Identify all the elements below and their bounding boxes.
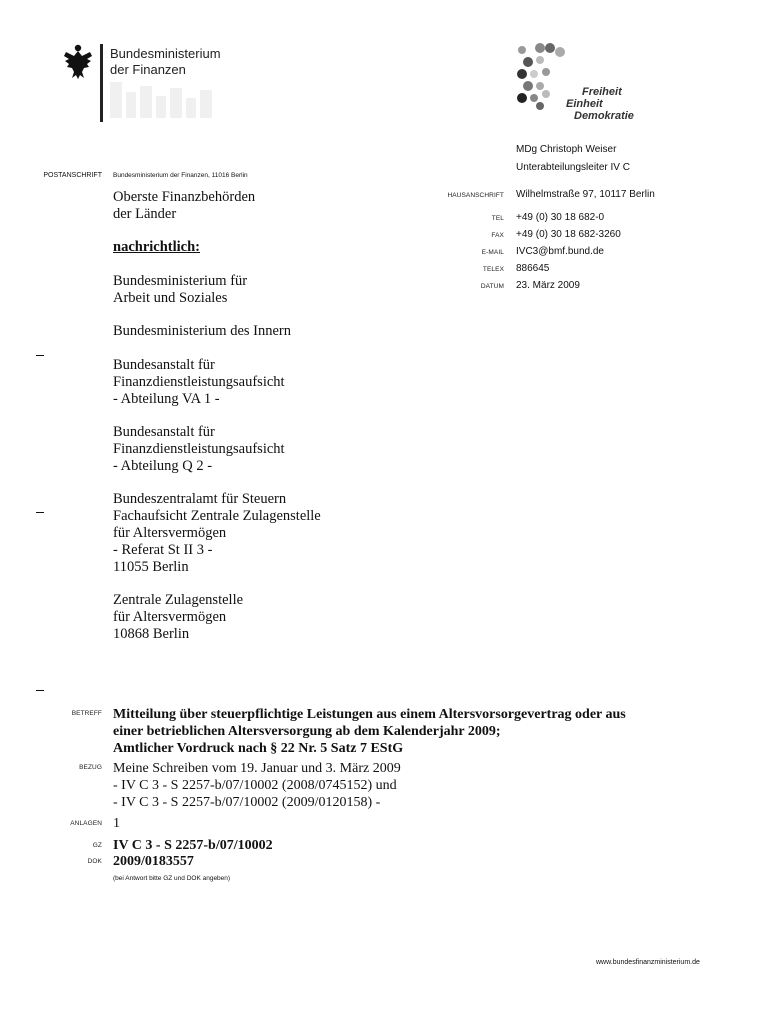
betreff-label: BETREFF: [71, 710, 102, 717]
gz-label: GZ: [92, 842, 102, 849]
hausanschrift-label: HAUSANSCHRIFT: [447, 192, 504, 199]
betreff-line: Amtlicher Vordruck nach § 22 Nr. 5 Satz 7 EStG: [113, 741, 404, 756]
recipient-line: Finanzdienstleistungsaufsicht: [113, 441, 285, 457]
bezug-line: - IV C 3 - S 2257-b/07/10002 (2008/0745152) und: [113, 778, 397, 793]
recipient-bmas: [113, 273, 247, 307]
claim-demokratie: Demokratie: [574, 110, 634, 122]
bezug-line: - IV C 3 - S 2257-b/07/10002 (2009/0120158) -: [113, 795, 381, 810]
recipient-line: - Abteilung Q 2 -: [113, 458, 213, 474]
fax-label: FAX: [491, 232, 504, 239]
recipient-line: - Referat St II 3 -: [113, 542, 213, 558]
recipient-finanzbehoerden: [113, 189, 255, 223]
recipient-line: der Länder: [113, 206, 177, 222]
federal-eagle-logo: [62, 42, 94, 80]
bezug-text: [113, 760, 401, 811]
hausanschrift-value: Wilhelmstraße 97, 10117 Berlin: [516, 189, 655, 200]
recipient-line: 10868 Berlin: [113, 626, 190, 642]
recipient-line: Bundesministerium des Innern: [113, 323, 292, 339]
recipient-line: - Abteilung VA 1 -: [113, 391, 220, 407]
ministry-wordmark: [110, 46, 221, 78]
tel-value: +49 (0) 30 18 682-0: [516, 212, 605, 223]
recipient-line: Arbeit und Soziales: [113, 290, 228, 306]
recipient-zfa: [113, 592, 243, 643]
recipient-line: Finanzdienstleistungsaufsicht: [113, 374, 285, 390]
faded-watermark: [110, 78, 220, 122]
fold-mark: [36, 355, 44, 356]
recipient-bafin-va1: [113, 357, 285, 408]
ministry-name-line1: Bundesministerium: [110, 46, 221, 61]
claim-text: [566, 86, 634, 122]
website-link[interactable]: www.bundesfinanzministerium.de: [596, 959, 700, 966]
ministry-name-line2: der Finanzen: [110, 62, 186, 77]
recipient-line: Bundesministerium für: [113, 273, 248, 289]
fold-mark: [36, 690, 44, 691]
recipient-bafin-q2: [113, 424, 285, 475]
sender-name: MDg Christoph Weiser: [516, 144, 617, 155]
betreff-line: Mitteilung über steuerpflichtige Leistungen aus einem Altersvorsorgevertrag oder aus: [113, 707, 626, 722]
claim-freiheit: Freiheit: [582, 86, 622, 98]
anlagen-value: 1: [113, 816, 120, 831]
recipient-bmi: [113, 323, 291, 340]
recipient-line: Zentrale Zulagenstelle: [113, 592, 244, 608]
datum-value: 23. März 2009: [516, 280, 580, 291]
bezug-line: Meine Schreiben vom 19. Januar und 3. März 2009: [113, 761, 401, 776]
datum-label: DATUM: [480, 283, 504, 290]
recipient-bzst: [113, 491, 321, 576]
fax-value: +49 (0) 30 18 682-3260: [516, 229, 621, 240]
fold-mark: [36, 512, 44, 513]
betreff-text: [113, 706, 713, 757]
recipient-line: 11055 Berlin: [113, 559, 189, 575]
email-label: E-MAIL: [481, 249, 504, 256]
logo-divider: [100, 44, 103, 122]
recipient-line: für Altersvermögen: [113, 609, 227, 625]
postanschrift-value: Bundesministerium der Finanzen, 11016 Berlin: [113, 172, 248, 179]
email-value: IVC3@bmf.bund.de: [516, 246, 604, 257]
recipient-line: Oberste Finanzbehörden: [113, 189, 256, 205]
tel-label: TEL: [491, 215, 504, 222]
sender-block: [516, 141, 630, 177]
sender-title: Unterabteilungsleiter IV C: [516, 162, 630, 173]
dok-label: DOK: [87, 858, 102, 865]
claim-einheit: Einheit: [566, 98, 603, 110]
recipient-line: für Altersvermögen: [113, 525, 227, 541]
postanschrift-label: POSTANSCHRIFT: [43, 172, 102, 179]
recipient-line: Bundeszentralamt für Steuern: [113, 491, 287, 507]
bezug-label: BEZUG: [79, 764, 102, 771]
reference-note: (bei Antwort bitte GZ und DOK angeben): [113, 875, 231, 882]
recipient-line: Fachaufsicht Zentrale Zulagenstelle: [113, 508, 321, 524]
recipient-line: Bundesanstalt für: [113, 424, 215, 440]
betreff-line: einer betrieblichen Altersversorgung ab dem Kalenderjahr 2009;: [113, 724, 501, 739]
dok-value: 2009/0183557: [113, 854, 194, 869]
telex-label: TELEX: [482, 266, 504, 273]
telex-value: 886645: [516, 263, 550, 274]
anlagen-label: ANLAGEN: [70, 820, 102, 827]
nachrichtlich-heading: nachrichtlich:: [113, 239, 200, 255]
recipient-line: Bundesanstalt für: [113, 357, 215, 373]
gz-value: IV C 3 - S 2257-b/07/10002: [113, 838, 273, 853]
